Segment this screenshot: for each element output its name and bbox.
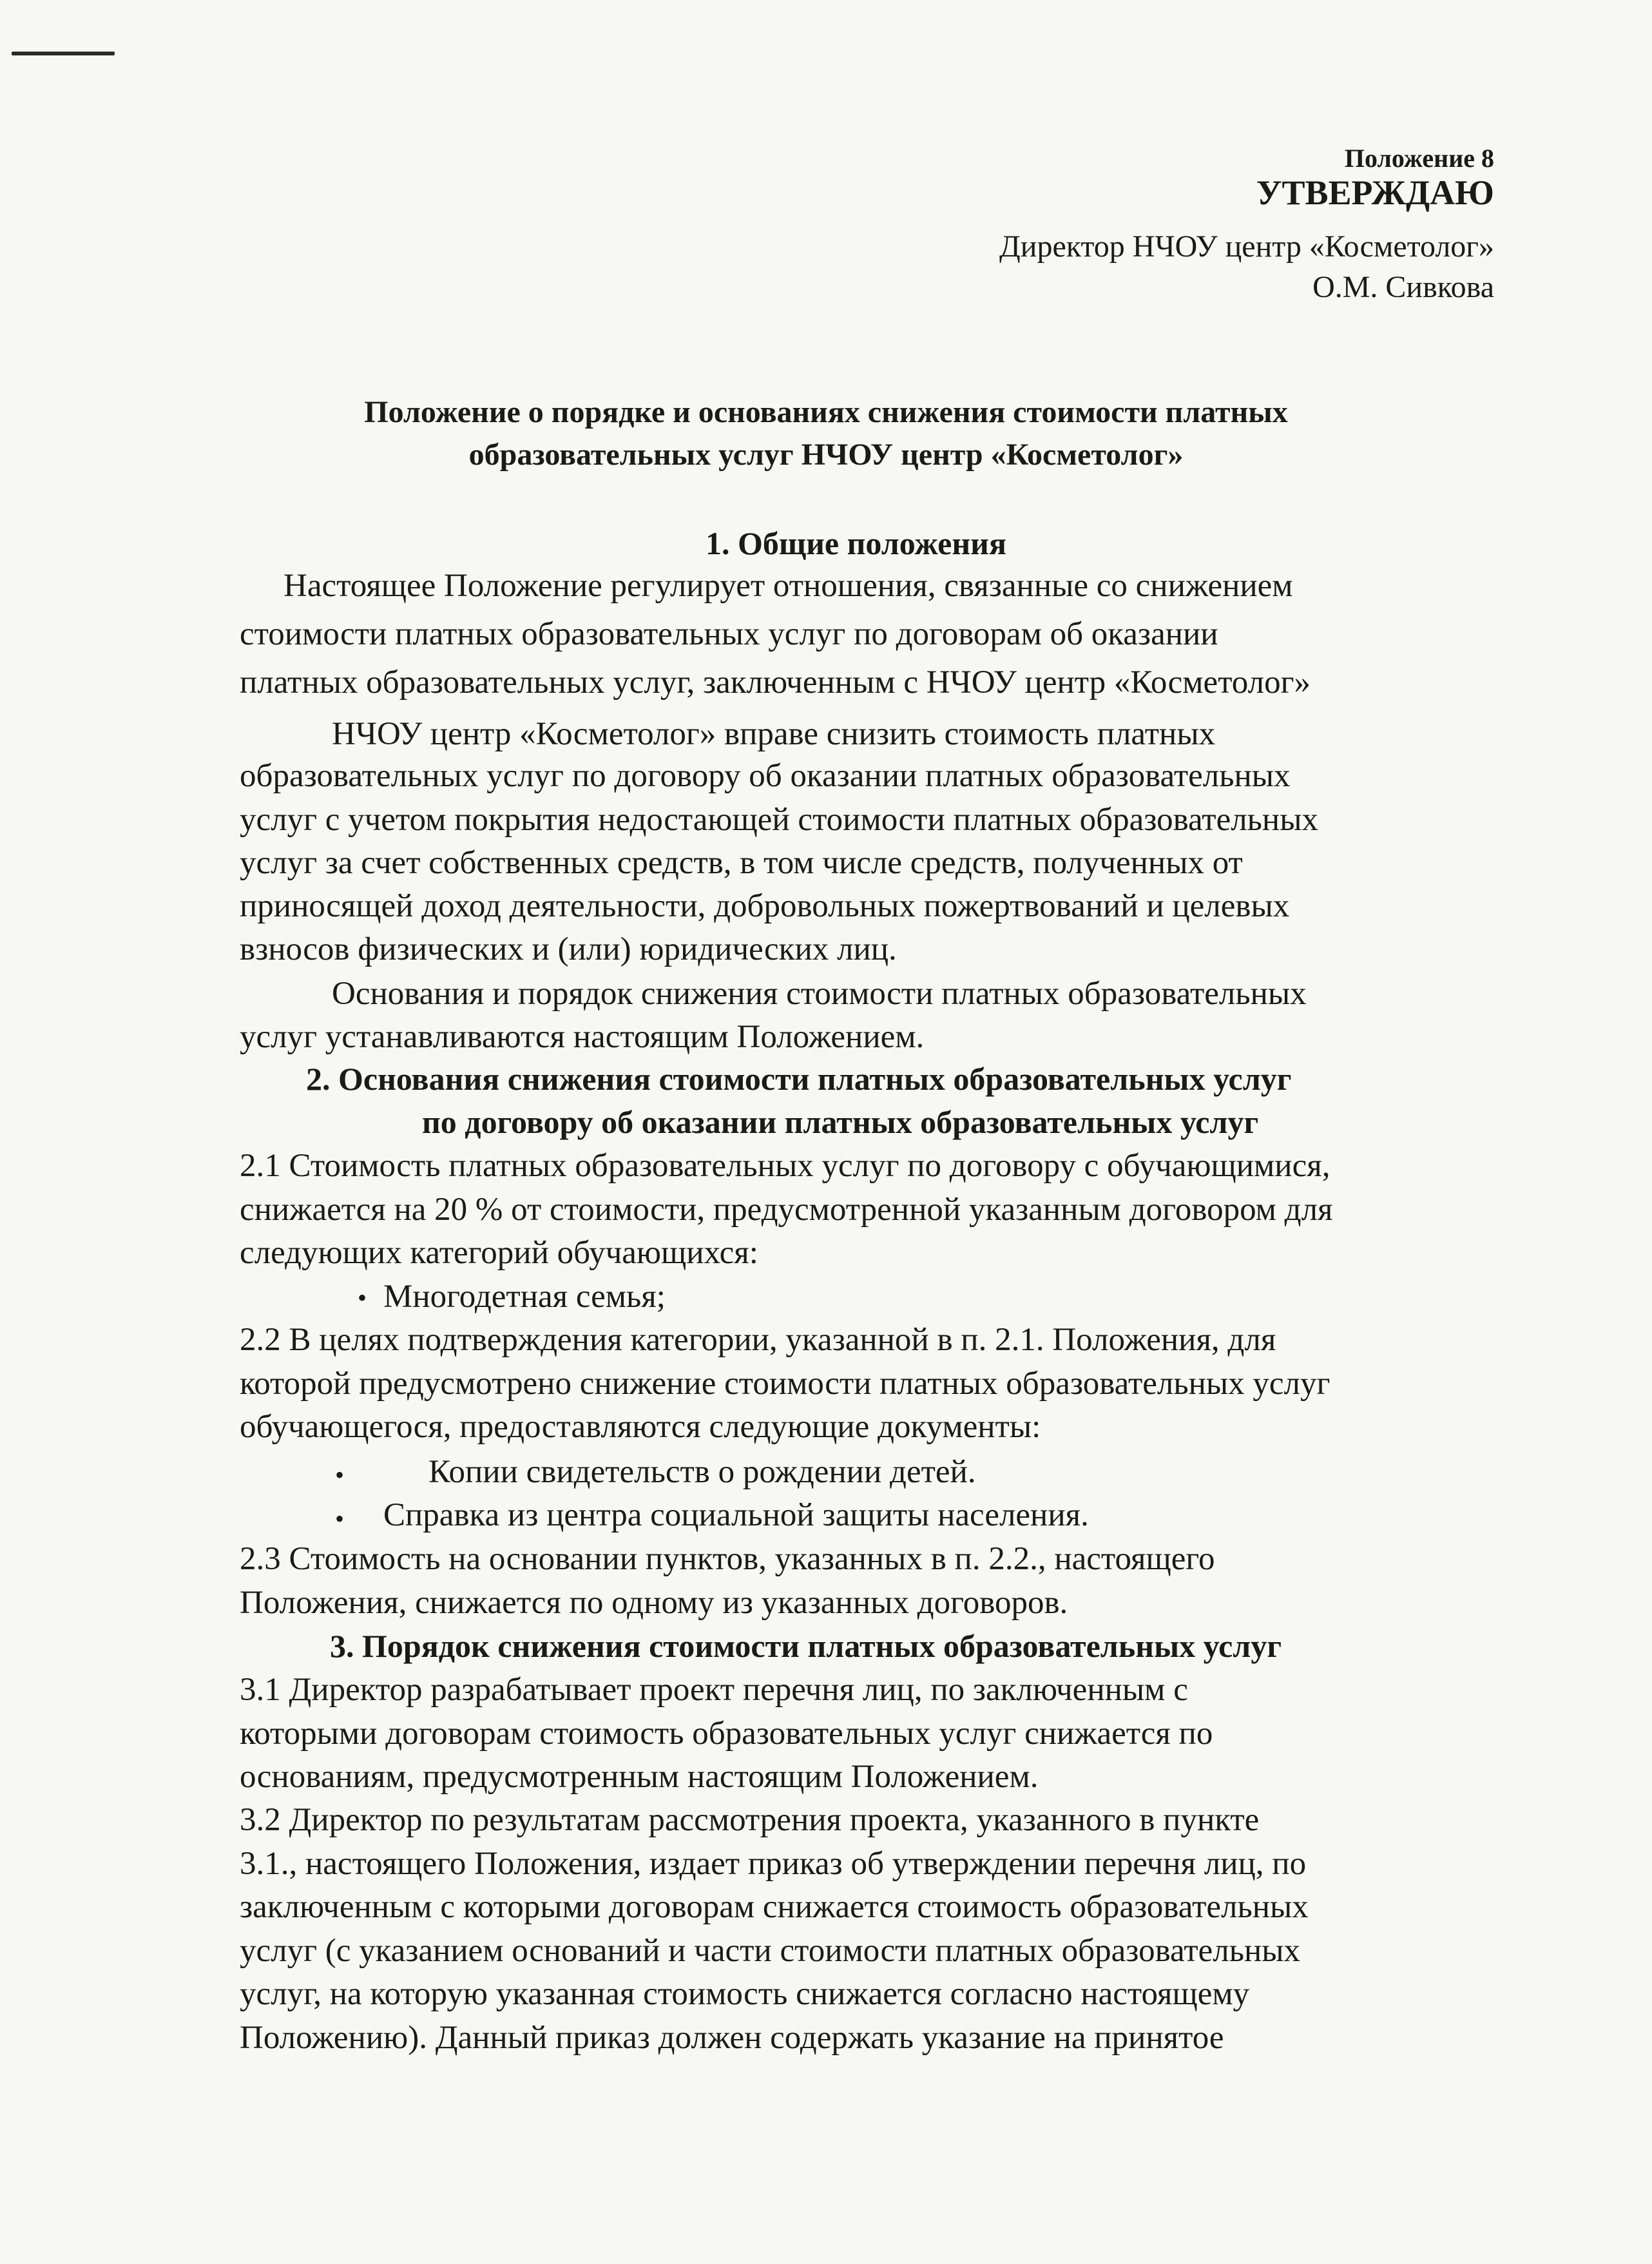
approval-name: О.М. Сивкова	[1312, 270, 1494, 304]
clause-3-1-line: которыми договорам стоимость образовательных услуг снижается по	[240, 1716, 1213, 1752]
section-1-paragraph-2-line: приносящей доход деятельности, добровольных пожертвований и целевых	[240, 888, 1290, 924]
approval-director: Директор НЧОУ центр «Косметолог»	[999, 229, 1494, 264]
section-1-paragraph-2-line: НЧОУ центр «Косметолог» вправе снизить стоимость платных	[332, 716, 1216, 752]
section-1-paragraph-2-line: услуг за счет собственных средств, в том числе средств, полученных от	[240, 845, 1243, 881]
section-1-paragraph-1-line: платных образовательных услуг, заключенным с НЧОУ центр «Косметолог»	[240, 664, 1311, 701]
section-1-paragraph-2-line: услуг с учетом покрытия недостающей стоимости платных образовательных	[240, 802, 1318, 838]
bullet-icon: •	[335, 1504, 345, 1533]
bullet-item: Копии свидетельств о рождении детей.	[428, 1454, 976, 1490]
clause-2-3-line: 2.3 Стоимость на основании пунктов, указанных в п. 2.2., настоящего	[240, 1541, 1215, 1577]
section-3-heading: 3. Порядок снижения стоимости платных образовательных услуг	[330, 1628, 1282, 1664]
clause-3-2-line: 3.1., настоящего Положения, издает приказ об утверждении перечня лиц, по	[240, 1846, 1307, 1882]
clause-2-2-line: 2.2 В целях подтверждения категории, указанной в п. 2.1. Положения, для	[240, 1322, 1276, 1358]
bullet-item: Многодетная семья;	[383, 1279, 666, 1315]
bullet-item: Справка из центра социальной защиты населения.	[383, 1497, 1089, 1533]
clause-2-1-line: снижается на 20 % от стоимости, предусмотренной указанным договором для	[240, 1192, 1333, 1228]
section-2-heading-line-1: 2. Основания снижения стоимости платных образовательных услуг	[306, 1061, 1292, 1097]
clause-3-2-line: услуг (с указанием оснований и части стоимости платных образовательных	[240, 1933, 1301, 1969]
section-1-paragraph-2-line: образовательных услуг по договору об оказании платных образовательных	[240, 758, 1291, 794]
section-1-paragraph-3-line: Основания и порядок снижения стоимости платных образовательных	[332, 976, 1307, 1012]
bullet-icon: •	[335, 1460, 345, 1489]
clause-2-1-line: 2.1 Стоимость платных образовательных услуг по договору с обучающимися,	[240, 1148, 1330, 1184]
section-1-paragraph-1-line: Настоящее Положение регулирует отношения, связанные со снижением	[283, 568, 1293, 604]
section-1-paragraph-2-line: взносов физических и (или) юридических лиц.	[240, 931, 897, 967]
clause-2-3-line: Положения, снижается по одному из указанных договоров.	[240, 1585, 1068, 1621]
clause-3-2-line: Положению). Данный приказ должен содержать указание на принятое	[240, 2020, 1224, 2056]
document-number: Положение 8	[1344, 144, 1494, 173]
section-1-paragraph-3-line: услуг устанавливаются настоящим Положением.	[240, 1019, 925, 1055]
document-title-line-2: образовательных услуг НЧОУ центр «Косметолог»	[468, 438, 1184, 472]
clause-3-2-line: услуг, на которую указанная стоимость снижается согласно настоящему	[240, 1976, 1250, 2012]
section-2-heading-line-2: по договору об оказании платных образовательных услуг	[422, 1104, 1259, 1140]
clause-2-2-line: обучающегося, предоставляются следующие документы:	[240, 1409, 1041, 1445]
clause-3-1-line: основаниям, предусмотренным настоящим Положением.	[240, 1759, 1039, 1795]
scan-artifact-mark	[12, 52, 115, 55]
clause-3-2-line: 3.2 Директор по результатам рассмотрения проекта, указанного в пункте	[240, 1802, 1260, 1838]
approval-heading: УТВЕРЖДАЮ	[1256, 173, 1494, 212]
clause-2-2-line: которой предусмотрено снижение стоимости платных образовательных услуг	[240, 1366, 1330, 1402]
clause-2-1-line: следующих категорий обучающихся:	[240, 1235, 758, 1271]
section-1-heading: 1. Общие положения	[706, 525, 1007, 561]
document-title-line-1: Положение о порядке и основаниях снижения стоимости платных	[364, 395, 1288, 429]
bullet-icon: •	[358, 1283, 367, 1312]
section-1-paragraph-1-line: стоимости платных образовательных услуг по договорам об оказании	[240, 616, 1218, 652]
clause-3-2-line: заключенным с которыми договорам снижается стоимость образовательных	[240, 1889, 1309, 1925]
clause-3-1-line: 3.1 Директор разрабатывает проект перечня лиц, по заключенным с	[240, 1672, 1188, 1708]
